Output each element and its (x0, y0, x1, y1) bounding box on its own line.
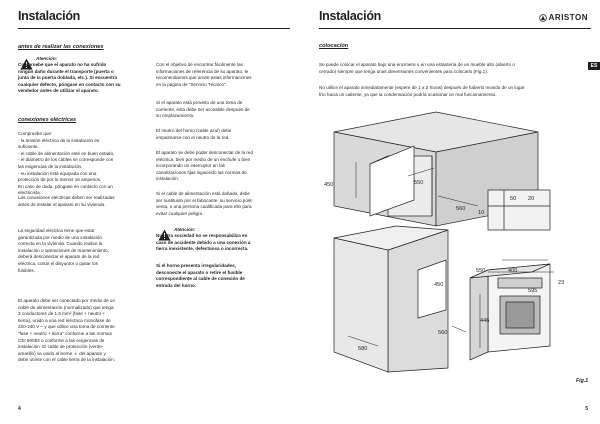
dim-label: 50 (510, 196, 517, 202)
damaged-cable-text: Si el cable de alimentación está dañado, debe ser sustituido por el fabricante, su servicio post- venta, o una persona cualificada para ello para evitar cualquier peligro. (156, 191, 254, 216)
language-tab: ES (588, 62, 600, 70)
reference-text: Con el objetivo de encontrar fácilmente las informaciones de referencia de su aparato, le recomendamos que anote estas informaciones en la página de "Servicio Técnico". (156, 62, 252, 87)
condensation-text: No utilice el aparato inmediatamente (espere de 1 a 2 horas) después de haberlo movido de un lugar frío hacia un caliente, ya que la condensación podría ocasionar un mal funcionamiento. (319, 85, 525, 97)
title-divider (18, 28, 290, 29)
disconnect-text: El aparato se debe poder desconectar de la red eléctrica, bien por medio de un enchufe o bien incorporando un interruptor en las canalizaciones fijas siguiendo las normas de instalación. (156, 150, 254, 182)
warning-text: Compruebe que el aparato no ha sufrido ningún daño durante el transporte (puerta o junta de la puerta doblada, etc.). Si encuentra cualquier defecto, póngase en contacto con su vendedor antes de utilizar el aparato. (18, 62, 121, 94)
dim-label: 400 (508, 268, 518, 274)
brand-name: ARISTON (548, 13, 588, 22)
dim-label: 560 (456, 206, 466, 212)
brand-logo (539, 13, 588, 22)
warning-label: Atención: (36, 56, 58, 61)
dim-label: 595 (528, 288, 538, 294)
ariston-logo-icon (539, 14, 547, 22)
section-heading-before-connections: antes de realizar las conexiones (18, 44, 104, 50)
dim-label: 450 (324, 182, 334, 188)
page-title: Instalación (319, 9, 381, 23)
dim-label: 446 (480, 318, 490, 324)
cable-text: El aparato debe ser conectado por medio de un cable de alimentación (normalizado) que tenga 3 conductores de 1,5 mm² (fase + neutro + tierra), unido a una red eléctrica monofase de 220-240 V ~ y que utilice una toma de corriente "fase + neutro + tierra" conforme a las normas CEI 60083 o conforme a las exigencias de instalación. El cable de protección (verde- amarillo) va unido al borne ⏚ del aparato y debe unirse con el cable tierra de la instalación. (18, 298, 116, 363)
title-divider (319, 28, 591, 29)
placement-text: Se puede colocar el aparato bajo una encimera o en una estantería de un mueble alto (abierto o cerrado) siempre que tenga unas dimensiones convenientes para colocarlo (Fig.1). (319, 62, 515, 74)
neutral-text: El neutro del horno (cable azul) debe empalmarse con el neutro de la red. (156, 128, 232, 140)
dim-label: 20 (528, 196, 535, 202)
page-number: 4 (18, 406, 21, 412)
dim-label: 580 (358, 346, 368, 352)
page-title: Instalación (18, 9, 80, 23)
section-heading-electrical: conexiones eléctricas (18, 117, 77, 123)
irregularities-text: Si el horno presenta irregularidades, desconecte el aparato o retire el fusible correspondiente al cable de conexión de entrada del horno. (156, 263, 245, 288)
socket-text: Si el aparato está provisto de una toma de corriente, ésta debe ser accesible después de su emplazamiento. (156, 100, 250, 119)
dim-label: 550 (476, 268, 486, 274)
dim-label: 23 (558, 280, 565, 286)
dim-label: 450 (434, 282, 444, 288)
dim-label: 10 (478, 210, 485, 216)
section-heading-placement: colocación (319, 43, 349, 49)
connections-text: Las conexiones eléctricas deben ser realizadas antes de instalar el aparato en su vivienda. (18, 195, 115, 207)
warning-text-2: Nuestra sociedad no se responsabiliza en caso de accidente debido a una conexión a tierra inexistente, defectuosa o incorrecta. (156, 233, 251, 252)
checklist-text: Compruebe que: - la tensión eléctrica de la instalación es suficiente, - el cable de alimentación esté en buen estado, - el diámetro de los cables se corresponde con las exigencias de la instalación, - su instalación está equipada con una protección de por lo menos 16 amperios. En caso de duda, póngase en contacto con un electricista. (18, 131, 115, 196)
safety-text: La seguridad eléctrica tiene que estar garantizada por medio de una instalación correcta en la vivienda. Cuando realice la instalación u operaciones de mantenimiento, deberá desconectar el aparato de la red eléctrica, cortar el disyuntor o quitar los fusibles. (18, 228, 109, 273)
page-number: 5 (585, 406, 588, 412)
installation-diagram (318, 110, 590, 388)
figure-label: Fig.1 (576, 378, 589, 384)
dim-label: 560 (438, 330, 448, 336)
warning-label-2: Atención: (174, 227, 196, 232)
dim-label: 550 (414, 180, 424, 186)
